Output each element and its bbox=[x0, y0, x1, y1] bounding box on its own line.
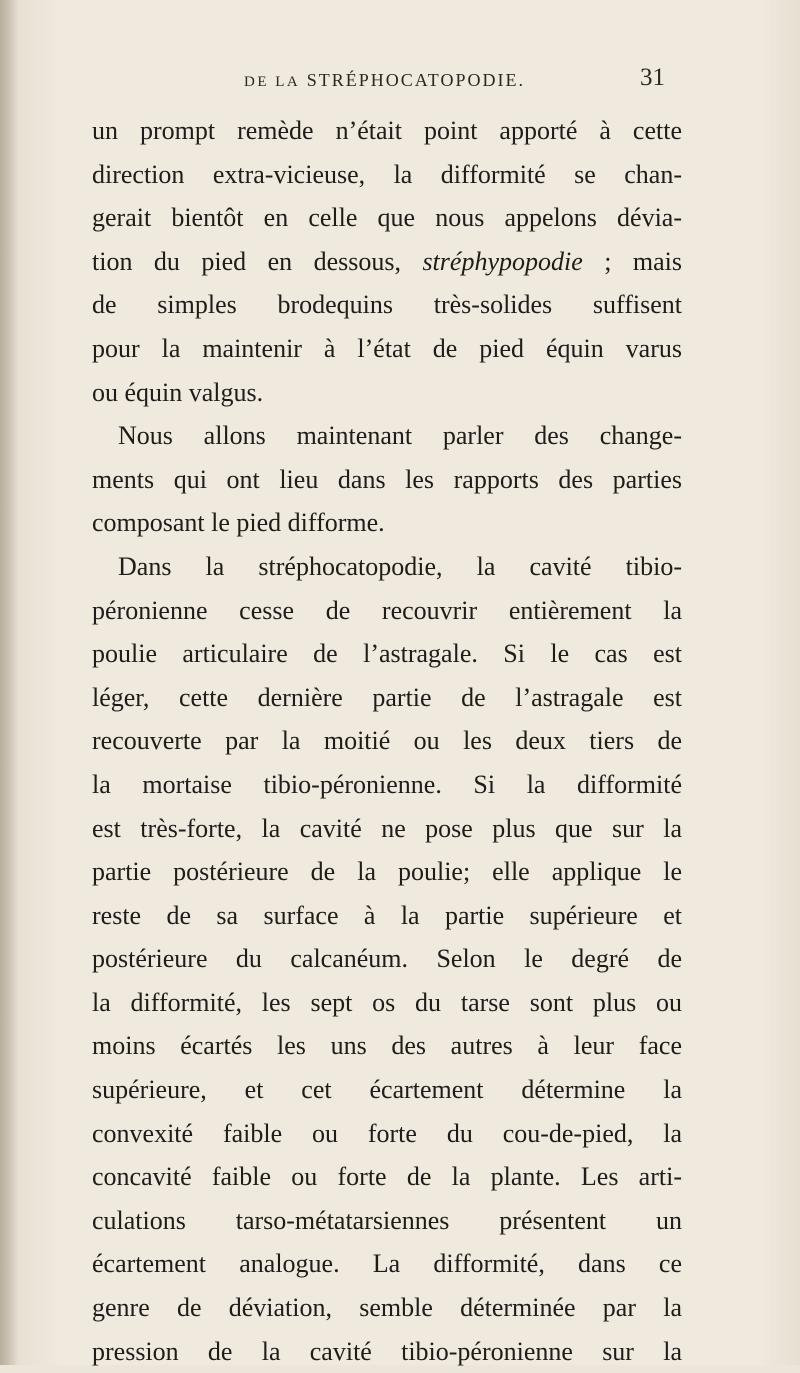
text-line: la mortaise tibio-péronienne. Si la difformité bbox=[92, 769, 682, 799]
text-line: léger, cette dernière partie de l’astragale est bbox=[92, 682, 682, 712]
text-line: composant le pied difforme. bbox=[92, 508, 385, 538]
text-line: reste de sa surface à la partie supérieure et bbox=[92, 900, 682, 930]
text-line: supérieure, et cet écartement détermine la bbox=[92, 1075, 682, 1105]
text-line: tion du pied en dessous, stréphypopodie ; mais bbox=[92, 246, 682, 276]
text-line: concavité faible ou forte de la plante. Les arti- bbox=[92, 1162, 682, 1192]
text-line: ou équin valgus. bbox=[92, 377, 264, 407]
text-line: convexité faible ou forte du cou-de-pied, la bbox=[92, 1118, 682, 1148]
text-line: culations tarso-métatarsiennes présentent un bbox=[92, 1205, 682, 1235]
text-line: recouverte par la moitié ou les deux tiers de bbox=[92, 726, 682, 756]
text-line: ments qui ont lieu dans les rapports des parties bbox=[92, 464, 682, 494]
text-line: Nous allons maintenant parler des change- bbox=[118, 421, 682, 451]
text-line: écartement analogue. La difformité, dans ce bbox=[92, 1249, 682, 1279]
text-line: partie postérieure de la poulie; elle applique le bbox=[92, 857, 682, 887]
running-title-main: STRÉPHOCATOPODIE. bbox=[306, 70, 525, 90]
page-number: 31 bbox=[640, 64, 665, 91]
running-title bbox=[244, 70, 525, 91]
text-line: postérieure du calcanéum. Selon le degré de bbox=[92, 944, 682, 974]
page-gutter-shadow bbox=[0, 0, 18, 1365]
page-header bbox=[0, 64, 800, 100]
text-line: est très-forte, la cavité ne pose plus que sur la bbox=[92, 813, 682, 843]
text-line: genre de déviation, semble déterminée par la bbox=[92, 1293, 682, 1323]
running-title-prefix: DE LA bbox=[244, 74, 301, 90]
text-line: la difformité, les sept os du tarse sont plus ou bbox=[92, 987, 682, 1017]
text-line: moins écartés les uns des autres à leur face bbox=[92, 1031, 682, 1061]
text-line: un prompt remède n’était point apporté à cette bbox=[92, 116, 682, 145]
text-line: de simples brodequins très-solides suffisent bbox=[92, 290, 682, 320]
text-line: pour la maintenir à l’état de pied équin varus bbox=[92, 333, 682, 363]
text-line: poulie articulaire de l’astragale. Si le cas est bbox=[92, 639, 682, 669]
body-text bbox=[92, 109, 682, 1373]
italic-term: stréphypopodie bbox=[422, 246, 583, 276]
text-line: direction extra-vicieuse, la difformité se chan- bbox=[92, 159, 682, 189]
text-line: gerait bientôt en celle que nous appelons dévia- bbox=[92, 203, 682, 233]
text-line: pression de la cavité tibio-péronienne sur la bbox=[92, 1336, 682, 1366]
text-line: péronienne cesse de recouvrir entièrement la bbox=[92, 595, 682, 625]
text-line: Dans la stréphocatopodie, la cavité tibio- bbox=[118, 551, 682, 581]
